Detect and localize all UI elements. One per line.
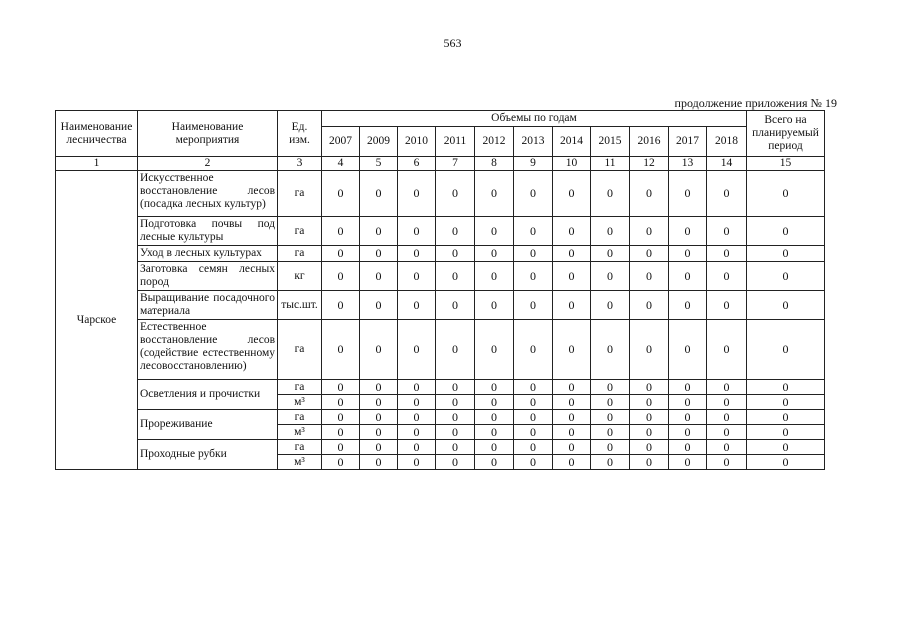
value-cell: 0 (360, 171, 398, 217)
total-cell: 0 (747, 217, 825, 246)
value-cell: 0 (475, 246, 514, 262)
activity-name: Заготовка семян лесных пород (138, 262, 278, 291)
value-cell: 0 (630, 171, 669, 217)
value-cell: 0 (322, 246, 360, 262)
value-cell: 0 (669, 440, 707, 455)
activity-name: Прореживание (138, 410, 278, 440)
table-row (56, 246, 825, 262)
activity-name: Искусственное восстановление лесов (посадка лесных культур) (138, 171, 278, 217)
total-cell: 0 (747, 291, 825, 320)
value-cell: 0 (630, 320, 669, 380)
value-cell: 0 (475, 262, 514, 291)
table-row (56, 262, 825, 291)
column-number: 12 (630, 157, 669, 171)
value-cell: 0 (436, 455, 475, 470)
header-unit: Ед. изм. (278, 111, 322, 157)
value-cell: 0 (553, 425, 591, 440)
value-cell: 0 (707, 455, 747, 470)
value-cell: 0 (475, 440, 514, 455)
header-year: 2007 (322, 127, 360, 157)
value-cell: 0 (436, 171, 475, 217)
value-cell: 0 (591, 217, 630, 246)
value-cell: 0 (553, 171, 591, 217)
header-forestry: Наименование лесничества (56, 111, 138, 157)
value-cell: 0 (514, 380, 553, 395)
value-cell: 0 (591, 440, 630, 455)
total-cell: 0 (747, 395, 825, 410)
column-number: 7 (436, 157, 475, 171)
value-cell: 0 (475, 395, 514, 410)
value-cell: 0 (360, 320, 398, 380)
unit-cell: га (278, 380, 322, 395)
value-cell: 0 (630, 410, 669, 425)
value-cell: 0 (398, 217, 436, 246)
activity-name: Уход в лесных культурах (138, 246, 278, 262)
value-cell: 0 (475, 380, 514, 395)
value-cell: 0 (398, 455, 436, 470)
value-cell: 0 (398, 425, 436, 440)
total-cell: 0 (747, 380, 825, 395)
value-cell: 0 (707, 291, 747, 320)
value-cell: 0 (553, 440, 591, 455)
value-cell: 0 (475, 320, 514, 380)
value-cell: 0 (591, 246, 630, 262)
value-cell: 0 (322, 171, 360, 217)
value-cell: 0 (475, 217, 514, 246)
value-cell: 0 (360, 425, 398, 440)
value-cell: 0 (553, 291, 591, 320)
total-cell: 0 (747, 262, 825, 291)
value-cell: 0 (669, 262, 707, 291)
value-cell: 0 (322, 291, 360, 320)
value-cell: 0 (630, 455, 669, 470)
value-cell: 0 (398, 262, 436, 291)
value-cell: 0 (322, 320, 360, 380)
value-cell: 0 (707, 395, 747, 410)
value-cell: 0 (475, 455, 514, 470)
header-year: 2012 (475, 127, 514, 157)
value-cell: 0 (398, 291, 436, 320)
header-volumes-by-year: Объемы по годам (322, 111, 747, 127)
column-number: 15 (747, 157, 825, 171)
value-cell: 0 (669, 246, 707, 262)
value-cell: 0 (630, 395, 669, 410)
value-cell: 0 (360, 455, 398, 470)
value-cell: 0 (630, 425, 669, 440)
value-cell: 0 (553, 217, 591, 246)
value-cell: 0 (553, 410, 591, 425)
value-cell: 0 (707, 425, 747, 440)
value-cell: 0 (707, 171, 747, 217)
value-cell: 0 (669, 380, 707, 395)
value-cell: 0 (591, 291, 630, 320)
total-cell: 0 (747, 246, 825, 262)
header-year: 2013 (514, 127, 553, 157)
column-number: 6 (398, 157, 436, 171)
unit-cell: га (278, 410, 322, 425)
value-cell: 0 (475, 171, 514, 217)
value-cell: 0 (360, 262, 398, 291)
value-cell: 0 (398, 395, 436, 410)
value-cell: 0 (669, 395, 707, 410)
column-number: 10 (553, 157, 591, 171)
value-cell: 0 (322, 262, 360, 291)
value-cell: 0 (630, 246, 669, 262)
value-cell: 0 (514, 425, 553, 440)
value-cell: 0 (707, 246, 747, 262)
value-cell: 0 (360, 395, 398, 410)
header-year: 2015 (591, 127, 630, 157)
value-cell: 0 (398, 171, 436, 217)
value-cell: 0 (436, 291, 475, 320)
value-cell: 0 (591, 425, 630, 440)
column-number: 1 (56, 157, 138, 171)
value-cell: 0 (398, 246, 436, 262)
value-cell: 0 (591, 410, 630, 425)
value-cell: 0 (436, 246, 475, 262)
value-cell: 0 (553, 246, 591, 262)
value-cell: 0 (514, 262, 553, 291)
column-number: 8 (475, 157, 514, 171)
value-cell: 0 (669, 291, 707, 320)
value-cell: 0 (669, 410, 707, 425)
value-cell: 0 (398, 380, 436, 395)
value-cell: 0 (436, 217, 475, 246)
value-cell: 0 (630, 262, 669, 291)
value-cell: 0 (630, 380, 669, 395)
value-cell: 0 (514, 440, 553, 455)
value-cell: 0 (669, 217, 707, 246)
value-cell: 0 (553, 380, 591, 395)
value-cell: 0 (360, 410, 398, 425)
value-cell: 0 (553, 455, 591, 470)
header-total: Всего на планируемый период (747, 111, 825, 157)
unit-cell: тыс.шт. (278, 291, 322, 320)
value-cell: 0 (360, 380, 398, 395)
forestry-name: Чарское (56, 171, 138, 470)
value-cell: 0 (360, 291, 398, 320)
unit-cell: м³ (278, 395, 322, 410)
value-cell: 0 (322, 380, 360, 395)
table-row (56, 440, 825, 455)
activity-name: Проходные рубки (138, 440, 278, 470)
value-cell: 0 (514, 455, 553, 470)
total-cell: 0 (747, 320, 825, 380)
unit-cell: м³ (278, 425, 322, 440)
header-activity: Наименование мероприятия (138, 111, 278, 157)
value-cell: 0 (436, 425, 475, 440)
value-cell: 0 (322, 425, 360, 440)
value-cell: 0 (591, 395, 630, 410)
header-year: 2014 (553, 127, 591, 157)
value-cell: 0 (669, 320, 707, 380)
column-number: 5 (360, 157, 398, 171)
table-row (56, 217, 825, 246)
column-number: 3 (278, 157, 322, 171)
unit-cell: га (278, 217, 322, 246)
unit-cell: га (278, 320, 322, 380)
column-number: 11 (591, 157, 630, 171)
header-year: 2016 (630, 127, 669, 157)
appendix-continuation-note: продолжение приложения № 19 (674, 96, 837, 110)
value-cell: 0 (591, 320, 630, 380)
value-cell: 0 (322, 217, 360, 246)
value-cell: 0 (553, 262, 591, 291)
value-cell: 0 (475, 425, 514, 440)
table-row (56, 380, 825, 395)
header-year: 2018 (707, 127, 747, 157)
value-cell: 0 (398, 410, 436, 425)
activity-name: Подготовка почвы под лесные культуры (138, 217, 278, 246)
total-cell: 0 (747, 425, 825, 440)
value-cell: 0 (322, 455, 360, 470)
page-number: 563 (443, 36, 462, 50)
total-cell: 0 (747, 410, 825, 425)
value-cell: 0 (322, 440, 360, 455)
value-cell: 0 (553, 395, 591, 410)
table-row (56, 410, 825, 425)
table-row (56, 320, 825, 380)
value-cell: 0 (514, 395, 553, 410)
header-year: 2011 (436, 127, 475, 157)
table-row (56, 171, 825, 217)
activity-name: Осветления и прочистки (138, 380, 278, 410)
forestry-activities-table (55, 110, 825, 470)
activity-name: Выращивание посадочного материала (138, 291, 278, 320)
column-number: 14 (707, 157, 747, 171)
unit-cell: м³ (278, 455, 322, 470)
value-cell: 0 (398, 440, 436, 455)
value-cell: 0 (707, 262, 747, 291)
value-cell: 0 (436, 262, 475, 291)
value-cell: 0 (553, 320, 591, 380)
value-cell: 0 (436, 320, 475, 380)
value-cell: 0 (707, 440, 747, 455)
value-cell: 0 (360, 246, 398, 262)
value-cell: 0 (514, 217, 553, 246)
value-cell: 0 (707, 217, 747, 246)
value-cell: 0 (630, 217, 669, 246)
value-cell: 0 (591, 171, 630, 217)
value-cell: 0 (514, 410, 553, 425)
total-cell: 0 (747, 171, 825, 217)
unit-cell: га (278, 246, 322, 262)
total-cell: 0 (747, 455, 825, 470)
value-cell: 0 (436, 440, 475, 455)
value-cell: 0 (591, 380, 630, 395)
value-cell: 0 (669, 455, 707, 470)
column-number: 13 (669, 157, 707, 171)
value-cell: 0 (707, 380, 747, 395)
value-cell: 0 (514, 291, 553, 320)
value-cell: 0 (707, 410, 747, 425)
value-cell: 0 (322, 410, 360, 425)
activity-name: Естественное восстановление лесов (содействие естественному лесовосстановлению) (138, 320, 278, 380)
value-cell: 0 (591, 262, 630, 291)
value-cell: 0 (514, 320, 553, 380)
header-year: 2010 (398, 127, 436, 157)
value-cell: 0 (514, 171, 553, 217)
value-cell: 0 (591, 455, 630, 470)
header-year: 2017 (669, 127, 707, 157)
unit-cell: га (278, 171, 322, 217)
value-cell: 0 (707, 320, 747, 380)
value-cell: 0 (322, 395, 360, 410)
total-cell: 0 (747, 440, 825, 455)
unit-cell: га (278, 440, 322, 455)
column-number: 2 (138, 157, 278, 171)
column-number: 9 (514, 157, 553, 171)
value-cell: 0 (669, 171, 707, 217)
value-cell: 0 (514, 246, 553, 262)
value-cell: 0 (630, 440, 669, 455)
header-year: 2009 (360, 127, 398, 157)
unit-cell: кг (278, 262, 322, 291)
value-cell: 0 (475, 291, 514, 320)
value-cell: 0 (398, 320, 436, 380)
table-row (56, 291, 825, 320)
value-cell: 0 (436, 395, 475, 410)
column-number: 4 (322, 157, 360, 171)
value-cell: 0 (360, 440, 398, 455)
value-cell: 0 (630, 291, 669, 320)
value-cell: 0 (669, 425, 707, 440)
value-cell: 0 (436, 410, 475, 425)
value-cell: 0 (360, 217, 398, 246)
value-cell: 0 (475, 410, 514, 425)
value-cell: 0 (436, 380, 475, 395)
